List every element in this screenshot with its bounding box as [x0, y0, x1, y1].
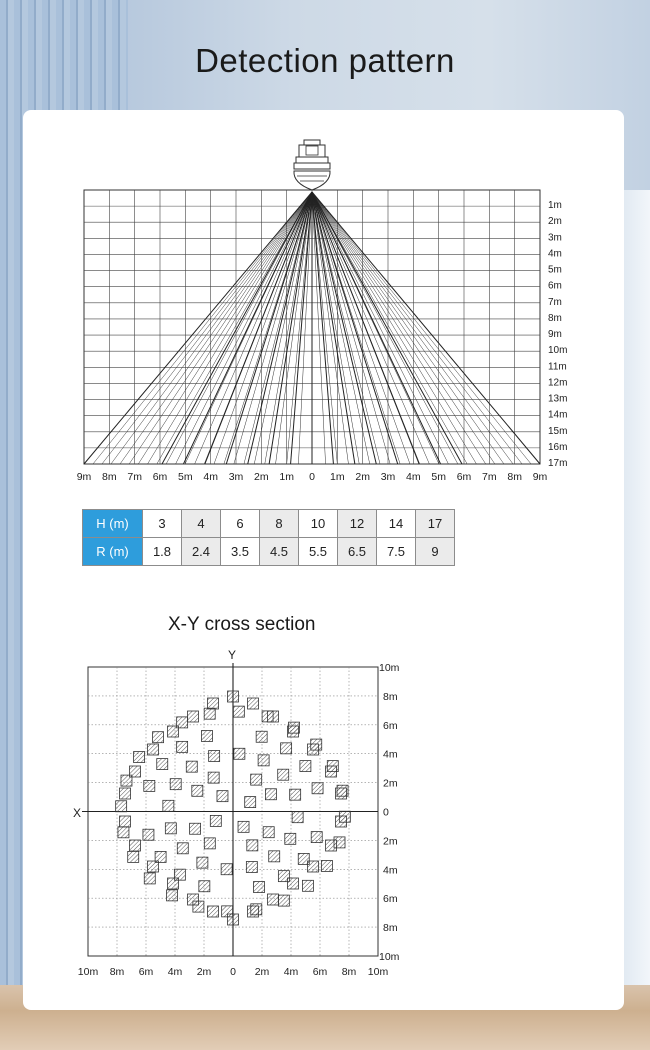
detection-ray [148, 192, 312, 464]
detection-ray [138, 192, 312, 464]
detection-zone [228, 691, 239, 702]
height-row [83, 510, 455, 538]
detection-zone [263, 827, 274, 838]
detection-ray [102, 192, 312, 464]
detection-zone [153, 732, 164, 743]
x-tick-label: 8m [341, 966, 357, 978]
y-tick-label: 6m [383, 893, 398, 906]
detection-ray [205, 192, 312, 464]
detection-zone [311, 832, 322, 843]
detection-zone [170, 779, 181, 790]
width-label: 0 [309, 471, 315, 483]
detection-ray [312, 192, 419, 464]
depth-label: 3m [548, 232, 562, 244]
detection-zone [208, 698, 219, 709]
detection-zone [268, 711, 279, 722]
detection-ray [157, 192, 312, 464]
detection-zone [192, 785, 203, 796]
detection-ray [265, 192, 312, 464]
detection-ray [312, 192, 448, 464]
height-cell: 10 [299, 510, 338, 538]
x-axis-label: X [72, 806, 82, 820]
detection-zone [168, 878, 179, 889]
detection-ray [312, 192, 429, 464]
depth-label: 12m [548, 377, 568, 389]
x-tick-label: 2m [254, 966, 270, 978]
range-cell: 5.5 [299, 538, 338, 566]
detection-zone [268, 894, 279, 905]
width-label: 9m [76, 471, 92, 483]
y-tick-label: 10m [379, 951, 400, 963]
detection-ray [111, 192, 312, 464]
detection-zone [278, 895, 289, 906]
detection-ray [312, 192, 376, 464]
detection-zone [217, 791, 228, 802]
height-cell: 14 [377, 510, 416, 538]
range-row [83, 538, 455, 566]
width-label: 9m [532, 471, 548, 483]
cross-section-title: X-Y cross section [168, 614, 316, 635]
depth-label: 16m [548, 441, 568, 453]
detection-zone [120, 816, 131, 827]
depth-label: 5m [548, 264, 562, 276]
width-label: 7m [482, 471, 497, 483]
y-tick-label: 4m [383, 864, 398, 877]
height-range-table [82, 509, 455, 566]
width-label: 8m [102, 471, 117, 483]
detection-zone [248, 698, 259, 709]
detection-zone [177, 843, 188, 854]
width-label: 3m [380, 471, 396, 483]
detection-ray [195, 192, 312, 464]
depth-label: 9m [548, 329, 562, 341]
detection-zone [228, 914, 239, 925]
height-cell: 12 [338, 510, 377, 538]
detection-zone [292, 812, 303, 823]
detection-zone [234, 748, 245, 759]
depth-label: 17m [548, 458, 568, 469]
y-tick-label: 8m [383, 690, 398, 703]
detection-zone [312, 783, 323, 794]
width-label: 6m [152, 471, 168, 483]
detection-zone [165, 823, 176, 834]
depth-label: 8m [548, 312, 562, 324]
width-label: 6m [456, 471, 472, 483]
detection-zone [157, 759, 168, 770]
detection-zone [186, 761, 197, 772]
y-axis-label: Y [227, 648, 237, 662]
detection-zone [204, 838, 215, 849]
detection-zone [278, 769, 289, 780]
detection-zone [208, 906, 219, 917]
detection-zone [188, 711, 199, 722]
detection-zone [256, 731, 267, 742]
detection-zone [130, 766, 141, 777]
detection-zone [177, 741, 188, 752]
detection-zone [199, 881, 210, 892]
width-label: 5m [431, 471, 446, 483]
height-cell: 6 [221, 510, 260, 538]
detection-zone [209, 750, 220, 761]
depth-label: 14m [548, 409, 568, 421]
detection-zone [336, 788, 347, 799]
detection-zone [258, 755, 269, 766]
detection-zone [204, 708, 215, 719]
y-tick-label: 8m [383, 922, 398, 935]
detection-zone [128, 851, 139, 862]
detection-zone [254, 882, 265, 893]
detection-zone [148, 744, 159, 755]
width-label: 4m [203, 471, 218, 483]
detection-zone [168, 726, 179, 737]
x-tick-label: 6m [138, 966, 154, 978]
x-tick-label: 8m [109, 966, 125, 978]
width-label: 2m [254, 471, 269, 483]
detection-zone [288, 878, 299, 889]
width-label: 7m [127, 471, 142, 483]
width-label: 1m [330, 471, 345, 483]
y-tick-label: 6m [383, 719, 398, 732]
depth-label: 4m [548, 248, 562, 260]
detection-ray [312, 192, 486, 464]
detection-zone [321, 860, 332, 871]
detection-zone [197, 857, 208, 868]
detection-zone [238, 821, 249, 832]
x-tick-label: 10m [367, 966, 389, 978]
x-tick-label: 4m [283, 966, 299, 978]
depth-label: 7m [548, 296, 562, 308]
depth-label: 1m [548, 200, 562, 212]
x-tick-label: 10m [77, 966, 99, 978]
range-cell: 7.5 [377, 538, 416, 566]
detection-zone [148, 861, 159, 872]
detection-zone [308, 861, 319, 872]
detection-zone [201, 730, 212, 741]
detection-zone [326, 766, 337, 777]
x-tick-label: 4m [167, 966, 183, 978]
detection-zone [302, 880, 313, 891]
detection-zone [285, 833, 296, 844]
cross-section-diagram [0, 640, 650, 985]
page-title: Detection pattern [195, 42, 455, 79]
x-tick-label: 2m [196, 966, 212, 978]
x-tick-label: 0 [230, 966, 236, 978]
height-cell: 3 [143, 510, 182, 538]
detection-zone [300, 761, 311, 772]
detection-ray [176, 192, 312, 464]
detection-zone [221, 864, 232, 875]
depth-label: 2m [548, 216, 562, 228]
detection-ray [312, 192, 467, 464]
depth-label: 13m [548, 393, 568, 405]
range-header: R (m) [83, 538, 143, 566]
range-cell: 3.5 [221, 538, 260, 566]
detection-zone [144, 873, 155, 884]
detection-zone [245, 797, 256, 808]
height-cell: 17 [416, 510, 455, 538]
depth-label: 10m [548, 345, 568, 357]
width-label: 4m [406, 471, 421, 483]
y-tick-label: 4m [383, 748, 398, 761]
detection-zone [116, 801, 127, 812]
detection-zone [144, 780, 155, 791]
sensor-icon [294, 140, 330, 190]
y-tick-label: 0 [383, 806, 389, 819]
width-label: 5m [178, 471, 193, 483]
detection-zone [288, 726, 299, 737]
detection-zone [190, 823, 201, 834]
range-cell: 1.8 [143, 538, 182, 566]
height-header: H (m) [83, 510, 143, 538]
detection-zone [188, 894, 199, 905]
range-cell: 4.5 [260, 538, 299, 566]
width-label: 1m [279, 471, 294, 483]
range-cell: 9 [416, 538, 455, 566]
y-tick-label: 10m [379, 662, 400, 674]
detection-ray [312, 192, 522, 464]
detection-zone [269, 851, 280, 862]
depth-label: 15m [548, 425, 568, 437]
detection-zone [167, 890, 178, 901]
detection-zone [247, 840, 258, 851]
detection-zone [208, 772, 219, 783]
width-label: 2m [355, 471, 370, 483]
detection-zone [251, 774, 262, 785]
detection-zone [326, 840, 337, 851]
height-cell: 4 [182, 510, 221, 538]
y-tick-label: 2m [383, 835, 398, 848]
width-label: 8m [507, 471, 522, 483]
width-label: 3m [228, 471, 244, 483]
detection-zone [336, 816, 347, 827]
detection-ray [312, 192, 476, 464]
y-tick-label: 2m [383, 777, 398, 790]
detection-zone [281, 743, 292, 754]
detection-ray [312, 192, 359, 464]
depth-label: 11m [548, 361, 567, 373]
detection-zone [233, 706, 244, 717]
detection-zone [308, 744, 319, 755]
height-cell: 8 [260, 510, 299, 538]
x-tick-label: 6m [312, 966, 328, 978]
detection-zone [130, 840, 141, 851]
detection-ray [312, 192, 513, 464]
detection-ray [248, 192, 312, 464]
detection-zone [163, 800, 174, 811]
detection-zone [134, 752, 145, 763]
detection-zone [265, 789, 276, 800]
detection-zone [248, 906, 259, 917]
detection-zone [246, 862, 257, 873]
detection-zone [210, 815, 221, 826]
detection-zone [120, 788, 131, 799]
range-cell: 2.4 [182, 538, 221, 566]
detection-zone [118, 827, 129, 838]
depth-label: 6m [548, 280, 562, 292]
detection-zone [290, 789, 301, 800]
range-cell: 6.5 [338, 538, 377, 566]
detection-zone [143, 829, 154, 840]
